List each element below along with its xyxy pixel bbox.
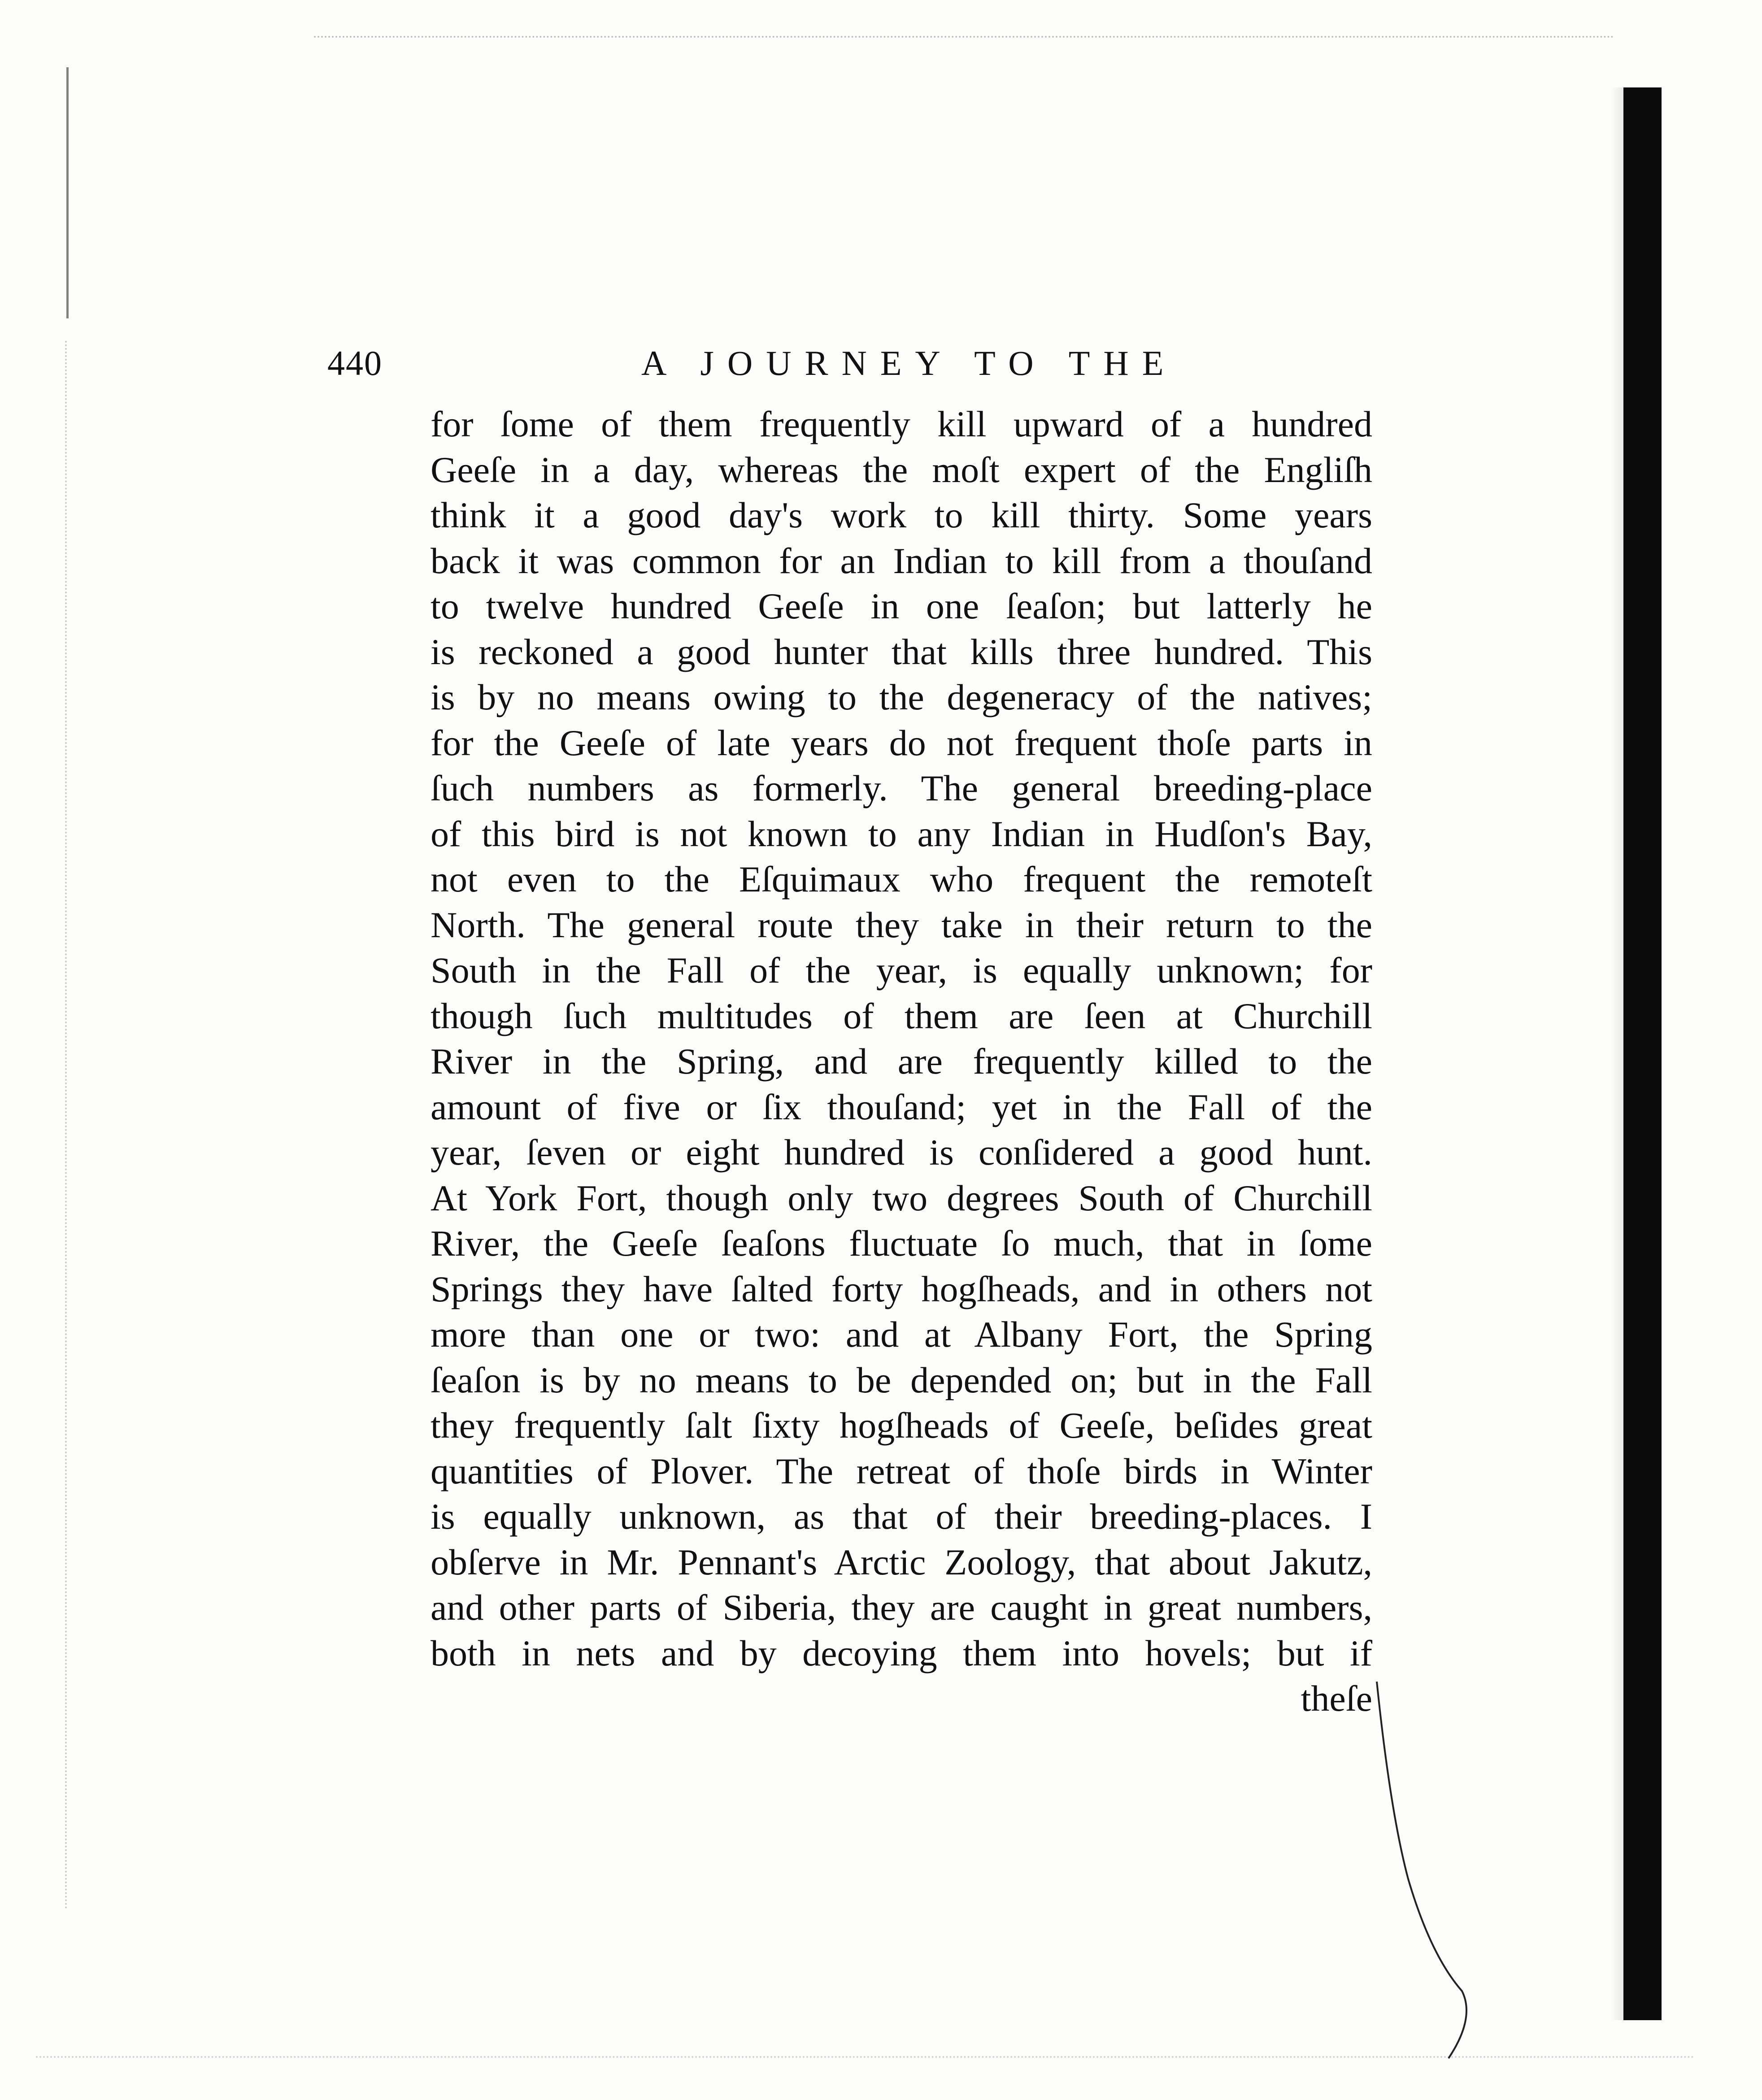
text-line: and other parts of Siberia, they are caught in great numbers, <box>431 1587 1372 1628</box>
text-line: River in the Spring, and are frequently killed to the <box>431 1041 1372 1082</box>
catchword: theſe <box>1301 1678 1372 1719</box>
text-line: River, the Geeſe ſeaſons fluctuate ſo much, that in ſome <box>431 1223 1372 1264</box>
binding-shadow <box>1610 87 1623 2020</box>
text-line: of this bird is not known to any Indian in Hudſon's Bay, <box>431 813 1372 854</box>
text-line: more than one or two: and at Albany Fort, the Spring <box>431 1314 1372 1355</box>
text-line: year, ſeven or eight hundred is conſidered a good hunt. <box>431 1132 1372 1173</box>
text-line: quantities of Plover. The retreat of thoſe birds in Winter <box>431 1450 1372 1491</box>
text-line: Geeſe in a day, whereas the moſt expert of the Engliſh <box>431 449 1372 490</box>
text-line: ſuch numbers as formerly. The general breeding-place <box>431 768 1372 809</box>
text-line: they frequently ſalt ſixty hogſheads of Geeſe, beſides great <box>431 1405 1372 1446</box>
scan-noise-top <box>314 36 1614 42</box>
binding-edge <box>1623 87 1662 2020</box>
scan-edge-mark-left <box>66 67 69 318</box>
text-line: South in the Fall of the year, is equally unknown; for <box>431 950 1372 991</box>
page-header <box>327 341 1359 395</box>
text-line: is by no means owing to the degeneracy of the natives; <box>431 677 1372 717</box>
text-line: is equally unknown, as that of their breeding-places. I <box>431 1496 1372 1537</box>
text-line: think it a good day's work to kill thirty. Some years <box>431 495 1372 535</box>
text-line: for ſome of them frequently kill upward of a hundred <box>431 404 1372 444</box>
text-line: North. The general route they take in their return to the <box>431 904 1372 945</box>
text-line: At York Fort, though only two degrees South of Churchill <box>431 1177 1372 1218</box>
text-line: amount of five or ſix thouſand; yet in the Fall of the <box>431 1086 1372 1127</box>
text-line: though ſuch multitudes of them are ſeen at Churchill <box>431 995 1372 1036</box>
text-line: to twelve hundred Geeſe in one ſeaſon; but latterly he <box>431 586 1372 626</box>
text-line: for the Geeſe of late years do not frequent thoſe parts in <box>431 722 1372 763</box>
text-line: Springs they have ſalted forty hogſheads, and in others not <box>431 1268 1372 1309</box>
body-text <box>431 401 1372 1722</box>
text-line: back it was common for an Indian to kill from a thouſand <box>431 540 1372 581</box>
text-line: obſerve in Mr. Pennant's Arctic Zoology, that about Jakutz, <box>431 1541 1372 1583</box>
page-curl-line <box>1372 1677 1480 2063</box>
text-line: ſeaſon is by no means to be depended on; but in the Fall <box>431 1359 1372 1400</box>
running-head: A JOURNEY TO THE <box>641 343 1177 383</box>
text-line: is reckoned a good hunter that kills three hundred. This <box>431 631 1372 672</box>
page-number: 440 <box>327 343 383 383</box>
text-line: both in nets and by decoying them into hovels; but if <box>431 1632 1372 1674</box>
text-line: not even to the Eſquimaux who frequent the remoteſt <box>431 859 1372 900</box>
scan-noise-left <box>65 341 67 1910</box>
